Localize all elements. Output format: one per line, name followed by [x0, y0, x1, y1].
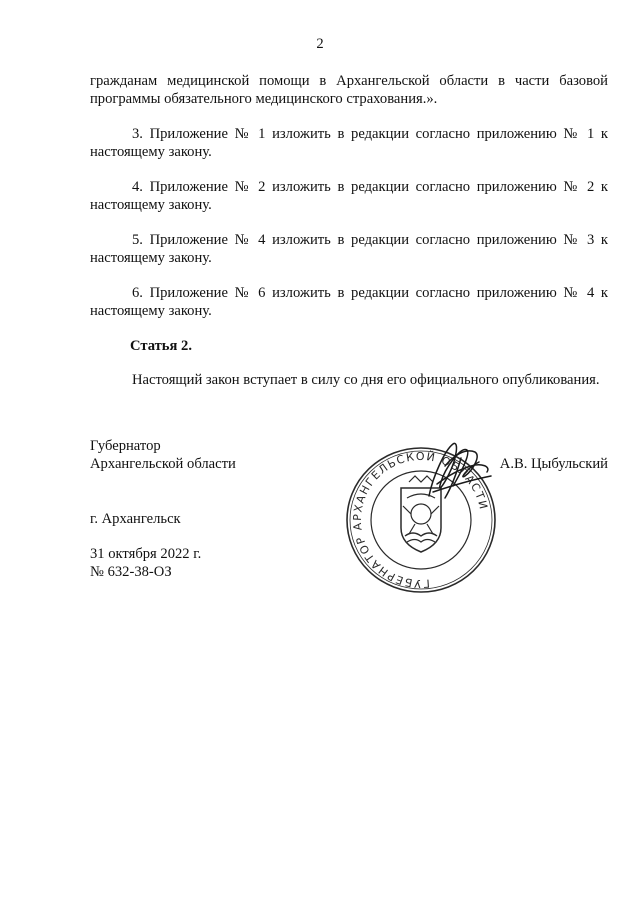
paragraph-item-5: 5. Приложение № 4 изложить в редакции согласно приложению № 3 к настоящему закону. [90, 232, 608, 266]
paragraph-item-3: 3. Приложение № 1 изложить в редакции согласно приложению № 1 к настоящему закону. [90, 126, 608, 160]
city: г. Архангельск [90, 511, 181, 527]
seal-stamp-icon [341, 436, 501, 596]
position-line-1: Губернатор [90, 438, 161, 454]
page-number: 2 [316, 36, 324, 52]
article-text: Настоящий закон вступает в силу со дня его официального опубликования. [132, 372, 600, 388]
law-date: 31 октября 2022 г. [90, 546, 202, 562]
position-line-2: Архангельской области [90, 456, 236, 472]
paragraph-item-6: 6. Приложение № 6 изложить в редакции согласно приложению № 4 к настоящему закону. [90, 285, 608, 319]
law-number: № 632-38-ОЗ [90, 564, 172, 580]
signatory-name: А.В. Цыбульский [499, 456, 608, 472]
article-heading: Статья 2. [130, 338, 192, 354]
date-block [90, 545, 201, 581]
signatory-position [90, 437, 236, 473]
seal-ring-text: ГУБЕРНАТОР АРХАНГЕЛЬСКОЙ ОБЛАСТИ [350, 449, 491, 591]
paragraph-item-4: 4. Приложение № 2 изложить в редакции согласно приложению № 2 к настоящему закону. [90, 179, 608, 213]
paragraph-continuation: гражданам медицинской помощи в Архангельской области в части базовой программы обязательного медицинского страхования.». [90, 73, 608, 107]
official-seal [341, 436, 501, 596]
document-body [90, 72, 608, 406]
